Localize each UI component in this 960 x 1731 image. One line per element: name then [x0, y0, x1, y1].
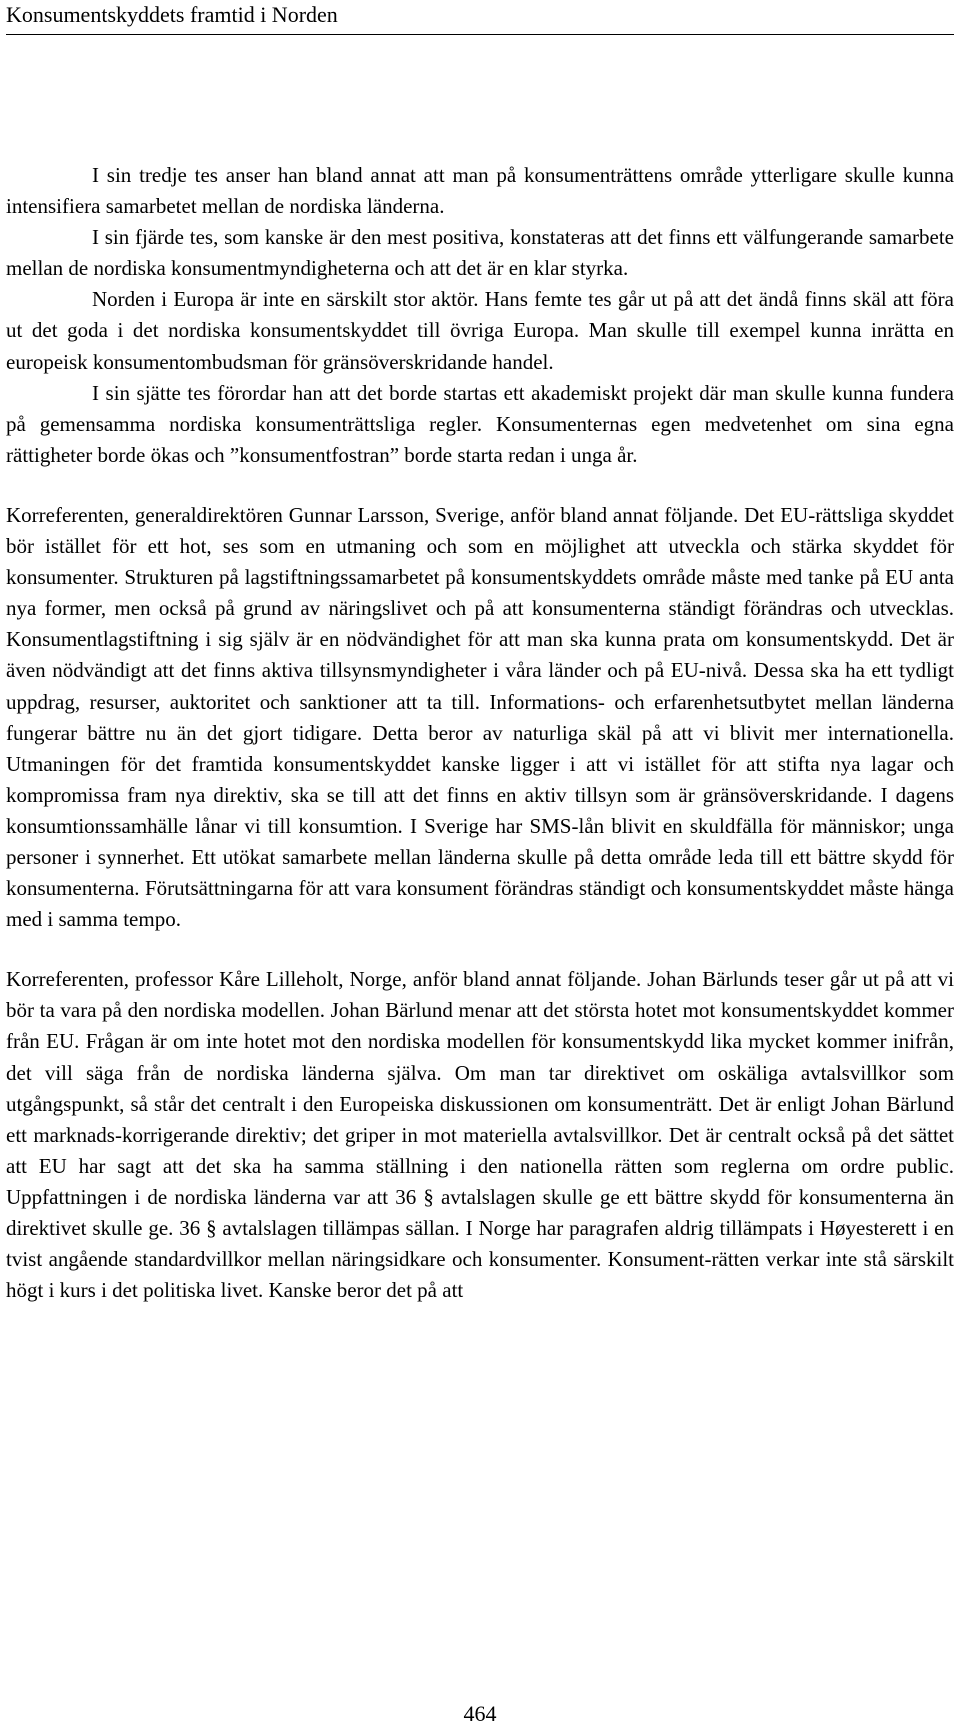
paragraph-gap — [6, 471, 954, 500]
paragraph-fourth-thesis: I sin fjärde tes, som kanske är den mest positiva, konstateras att det finns ett välfungerande samarbete mellan de nordiska konsumentmyndigheterna och att det är en klar styrka. — [6, 225, 954, 281]
paragraph-fifth-thesis: Norden i Europa är inte en särskilt stor aktör. Hans femte tes går ut på att det ändå finns skäl att föra ut det goda i det nordiska konsumentskyddet till övriga Europa. Man skulle till exempel kunna inrätta en europeisk konsumentombudsman för gränsöverskridande handel. — [6, 287, 954, 374]
body-text — [6, 160, 954, 1306]
header-rule — [6, 34, 954, 35]
paragraph-gap — [6, 935, 954, 964]
theses-block — [6, 160, 954, 471]
running-header: Konsumentskyddets framtid i Norden — [6, 2, 338, 27]
paragraph-larsson: Korreferenten, generaldirektören Gunnar Larsson, Sverige, anför bland annat följande. Det EU-rättsliga skyddet bör istället för ett hot, ses som en utmaning och som en möjlighet att utveckla och stärka skyddet för konsumenter. Strukturen på lagstiftningssamarbetet på konsumentskyddets område måste med tanke på EU anta nya former, men också på grund av näringslivet och på att konsumenterna ständigt förändras och utvecklas. Konsumentlagstiftning i sig själv är en nödvändighet för att man ska kunna prata om konsumentskydd. Det är även nödvändigt att det finns aktiva tillsynsmyndigheter i våra länder och på EU-nivå. Dessa ska ha ett tydligt uppdrag, resurser, auktoritet och sanktioner att ta till. Informations- och erfarenhetsutbytet mellan länderna fungerar bättre nu än det gjort tidigare. Detta beror av naturliga skäl på att vi blivit mer internationella. Utmaningen för det framtida konsumentskyddet kanske ligger i att vi istället för att stifta nya lagar och kompromissa fram nya direktiv, ska se till att det finns en aktiv tillsyn som är gränsöverskridande. I dagens konsumtionssamhälle lånar vi till konsumtion. I Sverige har SMS-lån blivit en skuldfälla för människor; unga personer i synnerhet. Ett utökat samarbete mellan länderna skulle på detta område leda till ett bättre skydd för konsumenterna. Förutsättningarna för att vara konsument förändras ständigt och konsumentskyddet måste hänga med i samma tempo. — [6, 502, 954, 932]
paragraph-sixth-thesis: I sin sjätte tes förordar han att det borde startas ett akademiskt projekt där man skulle kunna fundera på gemensamma nordiska konsumenträttsliga regler. Konsumenternas egen medvetenhet om sina egna rättigheter borde ökas och ”konsumentfostran” borde starta redan i unga år. — [6, 380, 954, 467]
paragraph-third-thesis: I sin tredje tes anser han bland annat att man på konsumenträttens område ytterligare skulle kunna intensifiera samarbetet mellan de nordiska länderna. — [6, 163, 954, 219]
page-number: 464 — [463, 1701, 497, 1726]
paragraph-lilleholt: Korreferenten, professor Kåre Lilleholt, Norge, anför bland annat följande. Johan Bärlunds teser går ut på att vi bör ta vara på den nordiska modellen. Johan Bärlund menar att det största hotet mot konsumentskyddet kommer från EU. Frågan är om inte hotet mot den nordiska modellen för konsumentskydd lika mycket kommer inifrån, det vill säga från de nordiska länderna själva. Om man tar direktivet om oskäliga avtalsvillkor som utgångspunkt, så står det centralt i den Europeiska diskussionen om konsumenträtt. Det är enligt Johan Bärlund ett marknads-korrigerande direktiv; det griper in mot materiella avtalsvillkor. Det är centralt också på det sättet att EU har sagt att det ska ha samma ställning i den nationella rätten som reglerna om ordre public. Uppfattningen i de nordiska länderna var att 36 § avtalslagen skulle ge ett bättre skydd för konsumenterna än direktivet skulle ge. 36 § avtalslagen tillämpas sällan. I Norge har paragrafen aldrig tillämpats i Høyesterett i en tvist angående standardvillkor mellan näringsidkare och konsumenter. Konsument-rätten verkar inte stå särskilt högt i kurs i det politiska livet. Kanske beror det på att — [6, 967, 954, 1303]
